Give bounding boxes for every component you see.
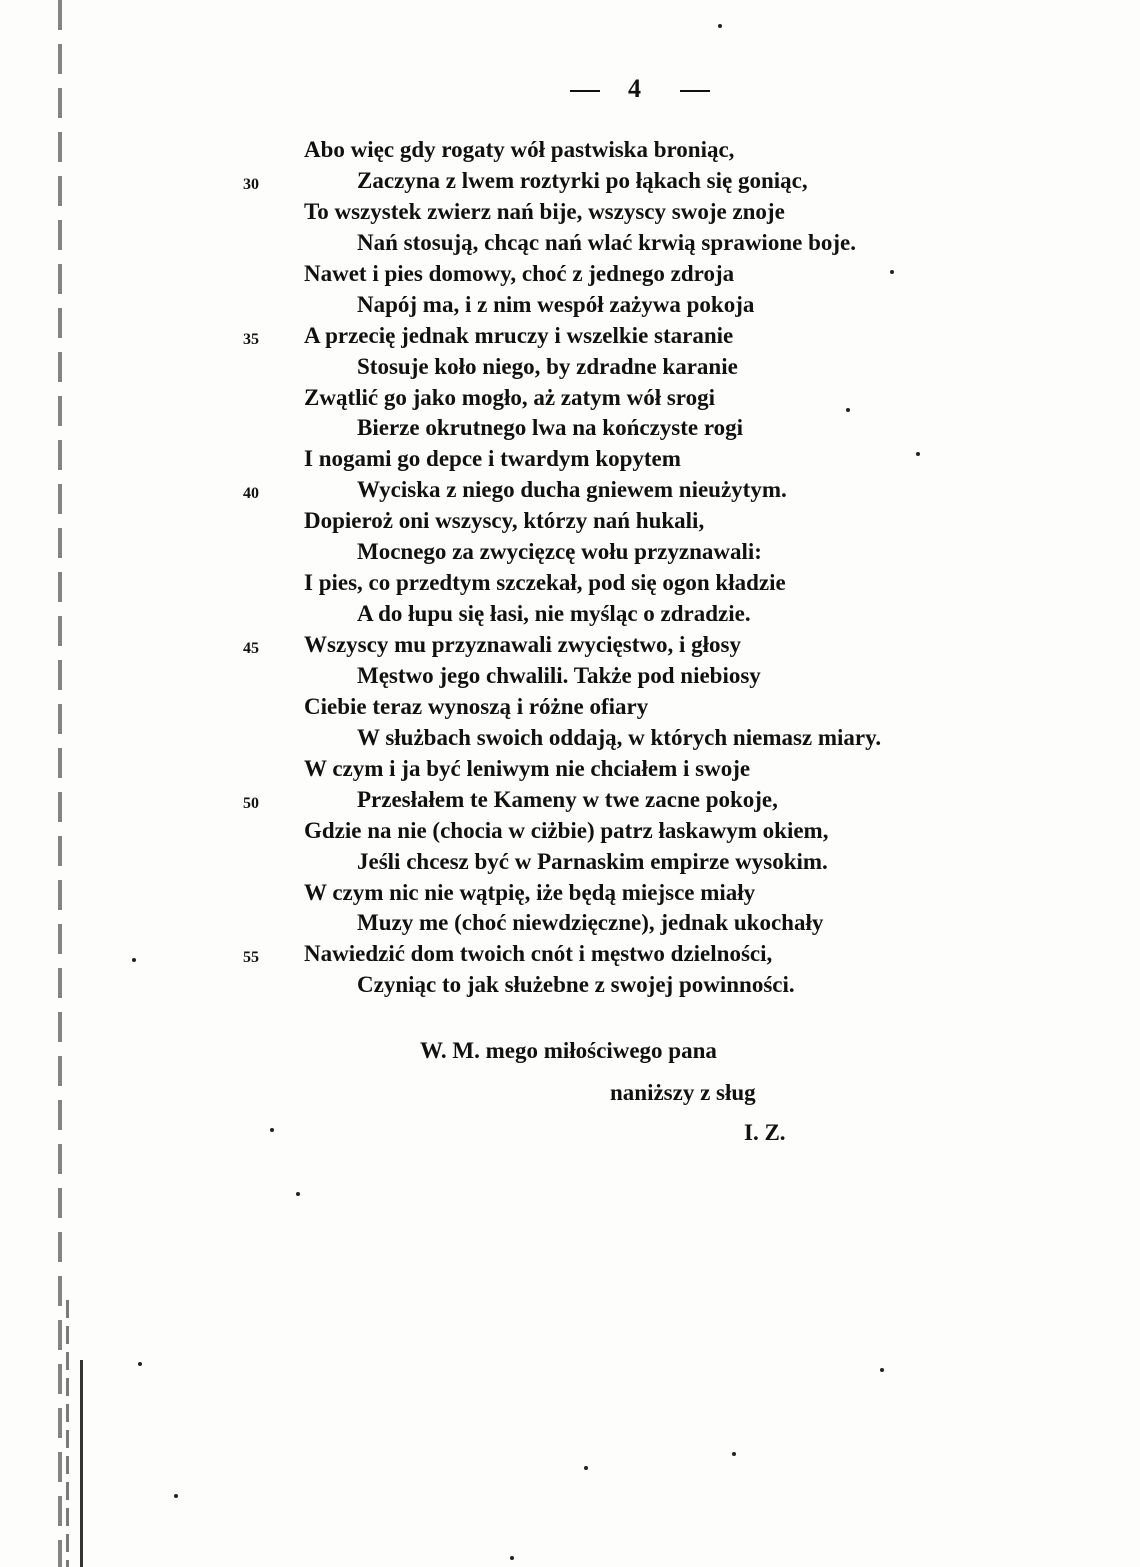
poem-line [0,877,1140,908]
signature-servant-line: naniższy z sług [610,1080,756,1105]
poem-line-text: Nawiedzić dom twoich cnót i męstwo dzielności, [304,941,773,967]
poem-line [0,258,1140,289]
poem-line [0,722,1140,753]
signature-initials: I. Z. [744,1120,786,1145]
poem-line [0,753,1140,784]
poem-line-text: Dopieroż oni wszyscy, którzy nań hukali, [304,508,705,534]
poem-line-text: Ciebie teraz wynoszą i różne ofiary [304,693,649,719]
scan-speck [138,1362,142,1366]
poem-line-text: I nogami go depce i twardym kopytem [304,446,681,472]
poem-line [0,474,1140,505]
poem-line [0,351,1140,382]
poem-line [0,196,1140,227]
poem-line-text: W czym i ja być leniwym nie chciałem i swoje [304,755,751,781]
line-number: 55 [243,949,259,967]
poem-line [0,320,1140,351]
poem-line [0,846,1140,877]
poem-line [0,412,1140,443]
header-dash-left [570,90,600,92]
poem-line [0,567,1140,598]
poem-line-text: Gdzie na nie (chocia w ciżbie) patrz łaskawym okiem, [304,817,829,843]
poem-line-text: To wszystek zwierz nań bije, wszyscy swoje znoje [304,198,785,224]
poem-line-text: Nań stosują, chcąc nań wlać krwią sprawione boje. [357,229,856,255]
poem-line-text: Męstwo jego chwalili. Także pod niebiosy [357,662,761,688]
poem-line [0,598,1140,629]
poem-line-text: Jeśli chcesz być w Parnaskim empirze wysokim. [357,848,828,874]
poem-line [0,629,1140,660]
scan-speck [270,1128,274,1132]
poem-line [0,660,1140,691]
poem-line [0,969,1140,1000]
page-number: 4 [628,74,641,103]
poem-line-text: Nawet i pies domowy, choć z jednego zdroja [304,260,735,286]
poem-line-text: Mocnego za zwycięzcę wołu przyznawali: [357,539,762,565]
line-number: 35 [243,330,259,348]
line-number: 30 [243,175,259,193]
poem-line-text: Wszyscy mu przyznawali zwycięstwo, i głosy [304,632,741,657]
scan-speck [296,1192,300,1196]
poem-line-text: W służbach swoich oddają, w których niemasz miary. [357,724,882,750]
binding-edge-dark [80,1360,83,1567]
poem-line-text: Wyciska z niego ducha gniewem nieużytym. [357,477,787,503]
poem-line-text: Przesłałem te Kameny w twe zacne pokoje, [357,786,778,812]
poem-line [0,289,1140,320]
poem-line [0,382,1140,413]
poem-line-text: Muzy me (choć niewdzięczne), jednak ukochały [357,910,824,936]
poem-body [0,134,1140,1000]
poem-line-text: Zaczyna z lwem roztyrki po łąkach się goniąc, [357,167,808,193]
poem-line [0,691,1140,722]
poem-line [0,134,1140,165]
poem-line [0,505,1140,536]
poem-line [0,815,1140,846]
poem-line [0,227,1140,258]
poem-line-text: Czyniąc to jak służebne z swojej powinności. [357,972,795,998]
poem-line [0,907,1140,938]
poem-line-text: Napój ma, i z nim wespół zażywa pokoja [357,291,755,317]
line-number: 50 [243,794,259,812]
scan-speck [732,1452,736,1456]
poem-line [0,443,1140,474]
line-number: 40 [243,485,259,503]
scan-speck [510,1556,514,1560]
signature-dedication: W. M. mego miłościwego pana [420,1038,717,1063]
scan-speck [174,1494,178,1498]
scan-speck [584,1466,588,1470]
poem-line-text: Zwątlić go jako mogło, aż zatym wół srogi [304,384,715,410]
scan-speck [718,24,722,28]
poem-line-text: A przecię jednak mruczy i wszelkie staranie [304,322,734,348]
poem-line-text: Bierze okrutnego lwa na kończyste rogi [357,415,744,441]
poem-line [0,536,1140,567]
poem-line-text: Stosuje koło niego, by zdradne karanie [357,353,738,379]
binding-edge-lower [66,1300,69,1567]
poem-line [0,165,1140,196]
poem-line [0,938,1140,969]
poem-line-text: I pies, co przedtym szczekał, pod się ogon kładzie [304,570,786,596]
page-header [0,74,1140,104]
poem-line-text: A do łupu się łasi, nie myśląc o zdradzie. [357,601,751,627]
poem-line-text: Abo więc gdy rogaty wół pastwiska broniąc, [304,137,735,162]
poem-line [0,784,1140,815]
scan-speck [880,1368,884,1372]
poem-line-text: W czym nic nie wątpię, iże będą miejsce miały [304,879,756,905]
header-dash-right [680,90,710,92]
line-number: 45 [243,640,259,657]
